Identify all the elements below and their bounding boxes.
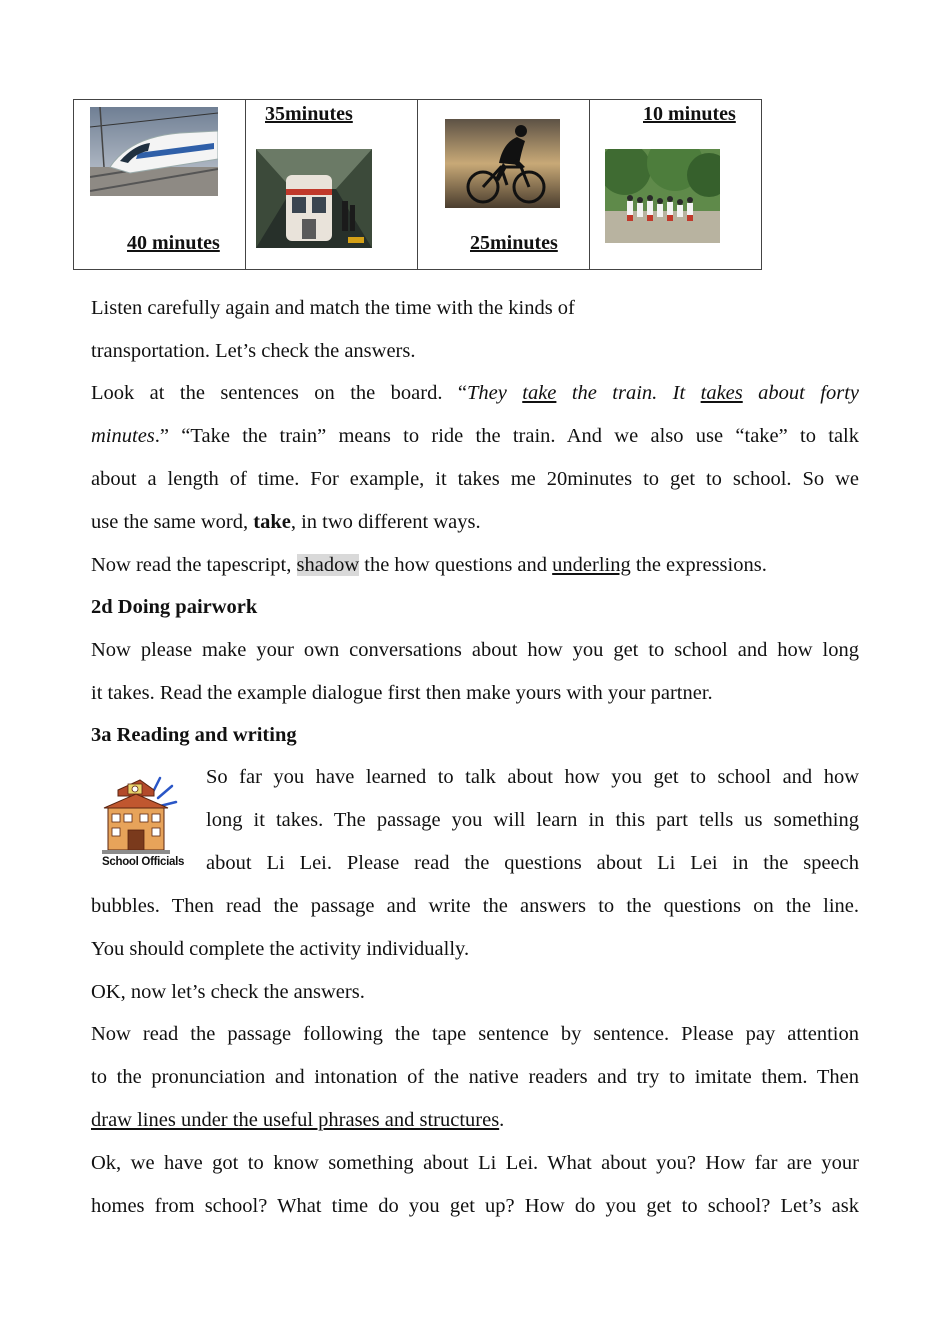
transportation-table	[73, 99, 762, 270]
high-speed-train-photo	[90, 107, 218, 196]
heading-2d: 2d Doing pairwork	[91, 596, 258, 618]
school-building-icon	[96, 772, 188, 856]
table-cell-bike	[418, 100, 590, 270]
paragraph-tape-line-3: draw lines under the useful phrases and structures.	[91, 1109, 505, 1131]
paragraph-board-line-3: about a length of time. For example, it takes me 20minutes to get to school. So we	[91, 468, 859, 490]
school-officials-clipart	[96, 772, 188, 876]
paragraph-check-answers: OK, now let’s check the answers.	[91, 981, 365, 1003]
paragraph-board-line-2: minutes.” “Take the train” means to ride the train. And we also use “take” to talk	[91, 425, 859, 447]
cyclist-silhouette-photo	[445, 119, 560, 208]
paragraph-listen-line-1: Listen carefully again and match the time with the kinds of	[91, 297, 575, 319]
school-officials-caption: School Officials	[102, 856, 185, 868]
subway-train-photo	[256, 149, 372, 248]
paragraph-li-lei-line-2: homes from school? What time do you get up? How do you get to school? Let’s ask	[91, 1195, 859, 1217]
heading-3a: 3a Reading and writing	[91, 724, 297, 746]
time-label-40-minutes: 40 minutes	[127, 232, 220, 254]
table-cell-subway	[246, 100, 418, 270]
paragraph-reading-line-3: about Li Lei. Please read the questions about Li Lei in the speech	[206, 852, 859, 874]
paragraph-tape-line-2: to the pronunciation and intonation of the native readers and try to imitate them. Then	[91, 1066, 859, 1088]
paragraph-reading-line-4: bubbles. Then read the passage and write the answers to the questions on the line.	[91, 895, 859, 917]
paragraph-tape-line-1: Now read the passage following the tape sentence by sentence. Please pay attention	[91, 1023, 859, 1045]
paragraph-listen-line-2: transportation. Let’s check the answers.	[91, 340, 416, 362]
paragraph-reading-line-5: You should complete the activity individually.	[91, 938, 470, 960]
paragraph-reading-line-2: long it takes. The passage you will learn in this part tells us something	[206, 809, 859, 831]
paragraph-tapescript: Now read the tapescript, shadow the how questions and underling the expressions.	[91, 554, 767, 576]
paragraph-reading-line-1: So far you have learned to talk about how you get to school and how	[206, 766, 859, 788]
paragraph-li-lei-line-1: Ok, we have got to know something about Li Lei. What about you? How far are your	[91, 1152, 859, 1174]
students-walking-photo	[605, 149, 720, 243]
paragraph-board-line-1: Look at the sentences on the board. “They take the train. It takes about forty	[91, 382, 859, 404]
paragraph-pairwork-line-1: Now please make your own conversations about how you get to school and how long	[91, 639, 859, 661]
time-label-35-minutes: 35minutes	[265, 103, 353, 125]
table-cell-train	[74, 100, 246, 270]
paragraph-pairwork-line-2: it takes. Read the example dialogue first then make yours with your partner.	[91, 682, 713, 704]
time-label-25-minutes: 25minutes	[470, 232, 558, 254]
table-cell-walk	[590, 100, 762, 270]
time-label-10-minutes: 10 minutes	[643, 103, 736, 125]
paragraph-board-line-4: use the same word, take, in two different ways.	[91, 511, 481, 533]
